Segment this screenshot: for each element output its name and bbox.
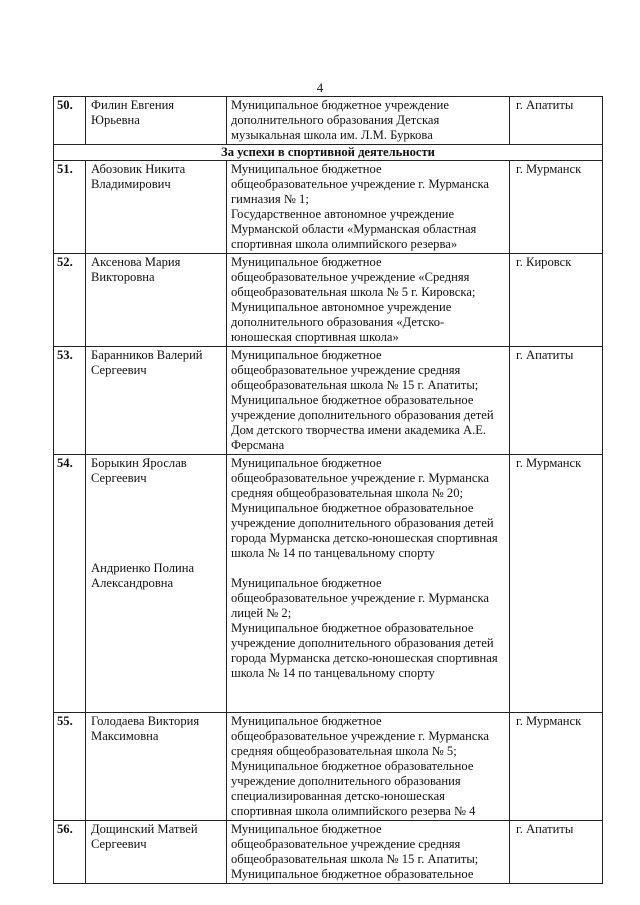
page-number: 4 <box>316 80 324 95</box>
student-name-cell <box>86 161 227 254</box>
student-name-cell <box>86 97 227 145</box>
institution-cell <box>227 347 510 455</box>
student-name-line: Сергеевич <box>91 471 147 485</box>
table-row <box>54 161 603 254</box>
student-name-line: Абозовик Никита <box>91 162 186 176</box>
row-number: 50. <box>54 97 86 145</box>
institution-line: Государственное автономное учреждение <box>231 207 455 221</box>
institution-line: школа № 14 по танцевальному спорту <box>231 546 435 560</box>
institution-line: учреждение дополнительного образования детей <box>231 408 494 422</box>
city-cell: г. Апатиты <box>510 97 603 145</box>
institution-line: Муниципальное бюджетное <box>231 822 382 836</box>
section-row <box>54 145 603 161</box>
city-cell: г. Мурманск <box>510 713 603 821</box>
row-number: 51. <box>54 161 86 254</box>
institution-line: Муниципальное бюджетное <box>231 576 382 590</box>
institution-line: учреждение дополнительного образования детей <box>231 636 494 650</box>
student-name-line: Сергеевич <box>91 837 147 851</box>
institution-cell <box>227 161 510 254</box>
awards-table <box>53 96 603 884</box>
city-cell: г. Мурманск <box>510 161 603 254</box>
institution-line: общеобразовательное учреждение «Средняя <box>231 270 470 284</box>
student-name-line: Сергеевич <box>91 363 147 377</box>
student-name-line: Александровна <box>91 576 174 590</box>
institution-line: школа № 14 по танцевальному спорту <box>231 666 435 680</box>
institution-line: города Мурманска детско-юношеская спортивная <box>231 651 498 665</box>
institution-gap <box>231 561 505 576</box>
institution-line: средняя общеобразовательная школа № 5; <box>231 744 457 758</box>
institution-line: общеобразовательное учреждение г. Мурманска <box>231 471 489 485</box>
row-number: 53. <box>54 347 86 455</box>
institution-line: Ферсмана <box>231 438 285 452</box>
student-name-cell <box>86 821 227 884</box>
student-name-line: Голодаева Виктория <box>91 714 200 728</box>
student-name-line: Владимирович <box>91 177 171 191</box>
institution-line: учреждение дополнительного образования детей <box>231 516 494 530</box>
institution-line: лицей № 2; <box>231 606 292 620</box>
name-gap <box>91 486 222 561</box>
row-number: 56. <box>54 821 86 884</box>
institution-block <box>231 255 505 345</box>
institution-line: Муниципальное бюджетное <box>231 162 382 176</box>
institution-block <box>231 822 505 882</box>
institution-line: Муниципальное бюджетное образовательное <box>231 621 474 635</box>
institution-block <box>231 714 505 819</box>
institution-line: общеобразовательная школа № 5 г. Кировска; <box>231 285 476 299</box>
institution-block <box>231 456 505 561</box>
student-name-line: Дощинский Матвей <box>91 822 198 836</box>
institution-cell <box>227 821 510 884</box>
table-row <box>54 713 603 821</box>
student-name-cell <box>86 254 227 347</box>
institution-cell <box>227 713 510 821</box>
institution-line: музыкальная школа им. Л.М. Буркова <box>231 128 433 142</box>
student-name-line: Аксенова Мария <box>91 255 181 269</box>
institution-line: учреждение дополнительного образования <box>231 774 461 788</box>
institution-tail-gap <box>231 696 505 711</box>
student-name-line: Юрьевна <box>91 113 140 127</box>
student-name-line: Борыкин Ярослав <box>91 456 187 470</box>
institution-line: дополнительного образования Детская <box>231 113 440 127</box>
institution-block <box>231 98 505 143</box>
institution-line: спортивная школа олимпийского резерва № 4 <box>231 804 476 818</box>
city-cell: г. Кировск <box>510 254 603 347</box>
student-name-line: Баранников Валерий <box>91 348 203 362</box>
institution-line: Муниципальное бюджетное <box>231 255 382 269</box>
table-row <box>54 254 603 347</box>
institution-line: города Мурманска детско-юношеская спортивная <box>231 531 498 545</box>
student-name-cell <box>86 713 227 821</box>
student-name-cell <box>86 455 227 713</box>
institution-cell <box>227 254 510 347</box>
table-row <box>54 347 603 455</box>
institution-tail-gap <box>231 681 505 696</box>
institution-line: Муниципальное бюджетное учреждение <box>231 98 449 112</box>
institution-line: юношеская спортивная школа» <box>231 330 399 344</box>
institution-line: общеобразовательная школа № 15 г. Апатиты; <box>231 852 479 866</box>
institution-line: общеобразовательное учреждение средняя <box>231 837 461 851</box>
institution-line: дополнительного образования «Детско- <box>231 315 445 329</box>
institution-block <box>231 348 505 453</box>
institution-line: общеобразовательное учреждение средняя <box>231 363 461 377</box>
row-number: 52. <box>54 254 86 347</box>
institution-line: общеобразовательное учреждение г. Мурманска <box>231 729 489 743</box>
institution-line: общеобразовательное учреждение г. Мурманска <box>231 591 489 605</box>
table-row <box>54 821 603 884</box>
city-cell: г. Апатиты <box>510 821 603 884</box>
institution-line: Муниципальное бюджетное образовательное <box>231 393 474 407</box>
city-cell: г. Мурманск <box>510 455 603 713</box>
city-cell: г. Апатиты <box>510 347 603 455</box>
table-row <box>54 455 603 713</box>
row-number: 54. <box>54 455 86 713</box>
institution-line: Муниципальное бюджетное образовательное <box>231 501 474 515</box>
institution-line: Дом детского творчества имени академика А.Е. <box>231 423 487 437</box>
institution-line: Муниципальное бюджетное <box>231 714 382 728</box>
institution-cell <box>227 455 510 713</box>
institution-line: Муниципальное бюджетное образовательное <box>231 867 474 881</box>
institution-block <box>231 576 505 681</box>
institution-line: Муниципальное бюджетное образовательное <box>231 759 474 773</box>
student-name-cell <box>86 347 227 455</box>
student-name-line: Викторовна <box>91 270 155 284</box>
institution-line: Мурманской области «Мурманская областная <box>231 222 477 236</box>
row-number: 55. <box>54 713 86 821</box>
table-row <box>54 97 603 145</box>
awards-table-body <box>54 97 603 884</box>
institution-line: гимназия № 1; <box>231 192 309 206</box>
institution-line: Муниципальное бюджетное <box>231 456 382 470</box>
institution-line: общеобразовательное учреждение г. Мурманска <box>231 177 489 191</box>
institution-line: специализированная детско-юношеская <box>231 789 445 803</box>
institution-block <box>231 162 505 252</box>
institution-line: спортивная школа олимпийского резерва» <box>231 237 458 251</box>
institution-line: Муниципальное автономное учреждение <box>231 300 452 314</box>
institution-line: общеобразовательная школа № 15 г. Апатиты; <box>231 378 479 392</box>
student-name-line: Андриенко Полина <box>91 561 195 575</box>
institution-line: Муниципальное бюджетное <box>231 348 382 362</box>
student-name-line: Максимовна <box>91 729 159 743</box>
institution-line: средняя общеобразовательная школа № 20; <box>231 486 463 500</box>
student-name-line: Филин Евгения <box>91 98 175 112</box>
institution-cell <box>227 97 510 145</box>
section-title: За успехи в спортивной деятельности <box>54 145 603 161</box>
